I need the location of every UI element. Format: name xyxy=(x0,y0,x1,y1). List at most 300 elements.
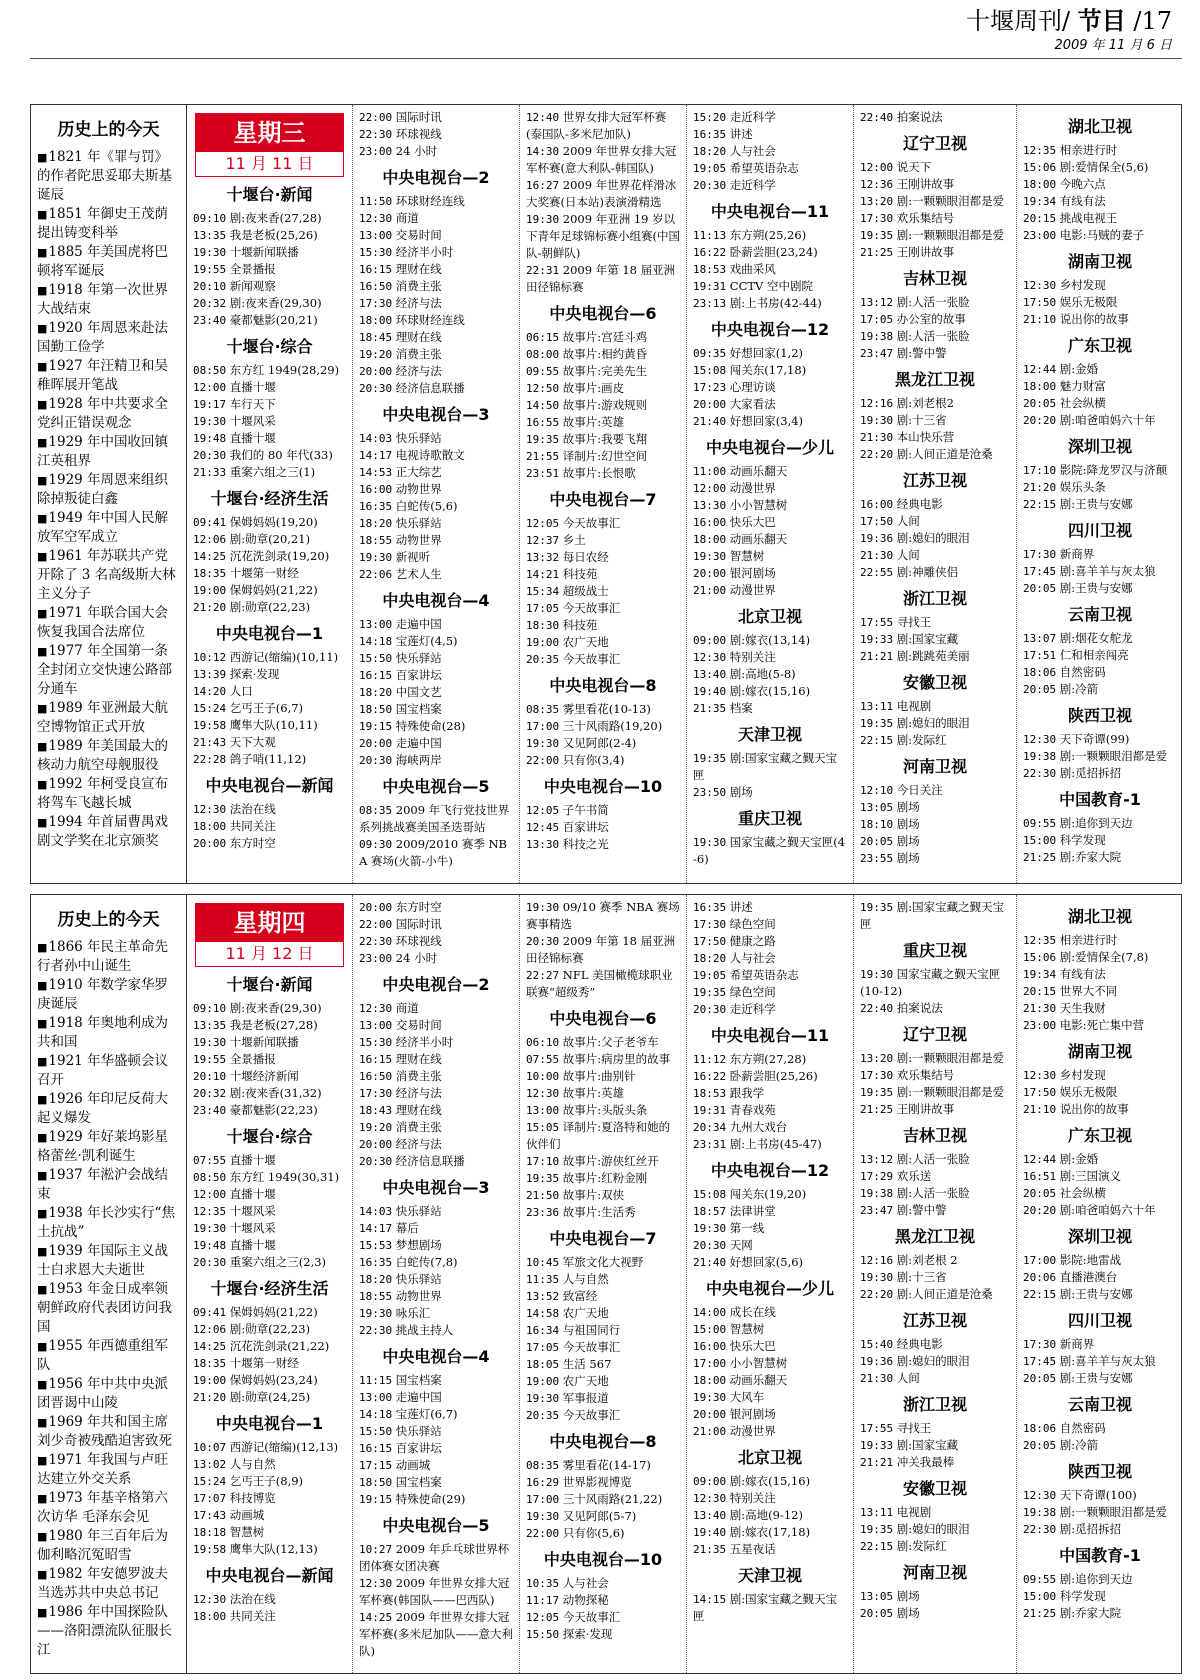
program-title: 保姆妈妈(21,22) xyxy=(229,583,318,597)
channel-name: 中央电视台—3 xyxy=(382,405,490,424)
program-time: 19:35 xyxy=(526,433,560,446)
channel-name: 中央电视台—5 xyxy=(382,1516,490,1535)
program-time: 17:00 xyxy=(693,1357,727,1370)
program-title: 致富经 xyxy=(562,1289,598,1303)
program-time: 21:25 xyxy=(1023,851,1057,864)
program-listing xyxy=(526,1356,680,1373)
program-title: 剧:烟花女舵龙 xyxy=(1059,631,1133,645)
program-listing xyxy=(526,211,680,262)
program-title: 剧:追你到天边 xyxy=(1059,1572,1133,1586)
program-time: 22:00 xyxy=(526,754,560,767)
program-listing xyxy=(526,380,680,397)
program-listing xyxy=(693,1541,847,1558)
program-listing xyxy=(526,143,680,177)
program-listing xyxy=(359,261,513,278)
schedule-column-1 xyxy=(187,895,353,1673)
program-time: 09:00 xyxy=(693,634,727,647)
program-time: 11:13 xyxy=(693,229,727,242)
program-title: 小小智慧树 xyxy=(729,498,788,512)
program-listing xyxy=(359,498,513,515)
program-listing xyxy=(359,1034,513,1051)
program-time: 20:35 xyxy=(526,1409,560,1422)
program-listing xyxy=(526,1068,680,1085)
channel-name: 中国教育-1 xyxy=(1059,1546,1141,1565)
program-time: 21:00 xyxy=(693,584,727,597)
program-time: 23:00 xyxy=(359,145,393,158)
program-time: 22:27 xyxy=(526,969,560,982)
history-event: ■ 1994 年首届曹禺戏剧文学奖在北京颁奖 xyxy=(37,813,180,851)
program-title: 剧:人活一张脸 xyxy=(896,329,970,343)
program-time: 18:00 xyxy=(193,820,227,833)
program-listing xyxy=(193,1051,346,1068)
program-title: 故事片:英雄 xyxy=(562,1086,625,1100)
program-listing xyxy=(526,1085,680,1102)
program-title: 走遍中国 xyxy=(395,736,442,750)
program-title: 快乐驿站 xyxy=(395,516,442,530)
program-title: 剧场 xyxy=(896,1606,920,1620)
program-title: 人与社会 xyxy=(729,144,776,158)
program-title: 冲关我最棒 xyxy=(896,1455,955,1469)
program-time: 13:30 xyxy=(526,838,560,851)
program-title: 新商界 xyxy=(1059,1337,1095,1351)
channel-name: 中央电视台—6 xyxy=(549,304,657,323)
program-time: 15:34 xyxy=(526,585,560,598)
program-listing xyxy=(693,345,847,362)
program-listing xyxy=(693,514,847,531)
program-title: 欢乐集结号 xyxy=(896,211,955,225)
program-time: 21:10 xyxy=(1023,1103,1057,1116)
program-title: 剧:乔家大院 xyxy=(1059,1606,1122,1620)
program-title: 剧:嫁衣(13,14) xyxy=(729,633,811,647)
program-listing xyxy=(693,1068,847,1085)
program-listing xyxy=(693,1203,847,1220)
program-time: 12:30 xyxy=(1023,279,1057,292)
program-time: 12:35 xyxy=(1023,934,1057,947)
program-title: 2009 年第 18 届亚洲田径锦标赛 xyxy=(526,263,676,294)
program-title: 经济与法 xyxy=(395,1086,442,1100)
program-time: 15:40 xyxy=(860,1338,894,1351)
program-title: 健康之路 xyxy=(729,934,776,948)
program-listing xyxy=(526,1254,680,1271)
program-time: 13:05 xyxy=(860,1590,894,1603)
program-listing xyxy=(359,1068,513,1085)
channel-name: 中央电视台—1 xyxy=(215,1414,324,1433)
program-listing xyxy=(1023,563,1177,580)
program-listing xyxy=(1023,664,1177,681)
program-time: 17:07 xyxy=(193,1492,227,1505)
program-time: 20:30 xyxy=(359,754,393,767)
history-event: ■ 1953 年金日成率领朝鲜政府代表团访问我国 xyxy=(37,1280,180,1337)
schedule-column-4 xyxy=(687,105,854,883)
channel-name: 陕西卫视 xyxy=(1067,706,1132,725)
program-title: 农广天地 xyxy=(562,1306,609,1320)
program-time: 19:35 xyxy=(860,229,894,242)
program-time: 17:30 xyxy=(359,1087,393,1100)
program-listing xyxy=(860,1269,1010,1286)
program-title: 子午书简 xyxy=(562,803,609,817)
program-time: 13:00 xyxy=(359,229,393,242)
channel-name: 云南卫视 xyxy=(1067,605,1132,624)
program-listing xyxy=(526,1288,680,1305)
program-listing xyxy=(1023,983,1177,1000)
program-title: 故事片:父子老爷车 xyxy=(562,1035,659,1049)
program-title: 希望英语杂志 xyxy=(729,161,799,175)
program-listing xyxy=(193,447,346,464)
program-listing xyxy=(693,261,847,278)
program-listing xyxy=(1023,1017,1177,1034)
channel-name: 天津卫视 xyxy=(737,1566,802,1585)
program-time: 20:00 xyxy=(693,1408,727,1421)
program-listing xyxy=(693,899,847,916)
program-title: 智慧树 xyxy=(229,1525,265,1539)
program-time: 17:00 xyxy=(1023,1254,1057,1267)
program-title: 剧:冷箭 xyxy=(1059,1438,1099,1452)
program-listing xyxy=(526,1102,680,1119)
program-time: 18:43 xyxy=(359,1104,393,1117)
program-listing xyxy=(359,1609,513,1660)
program-listing xyxy=(359,802,513,836)
program-title: 今天故事汇 xyxy=(562,652,621,666)
program-listing xyxy=(193,1372,346,1389)
history-event: ■ 1910 年数学家华罗庚诞辰 xyxy=(37,976,180,1014)
program-listing xyxy=(526,836,680,853)
program-listing xyxy=(860,176,1010,193)
history-event: ■ 1929 年中国收回镇江英租界 xyxy=(37,433,180,471)
program-time: 20:35 xyxy=(526,653,560,666)
program-time: 23:00 xyxy=(1023,229,1057,242)
program-listing xyxy=(526,1373,680,1390)
program-time: 10:35 xyxy=(526,1577,560,1590)
program-title: 共同关注 xyxy=(229,1609,276,1623)
program-time: 17:50 xyxy=(1023,296,1057,309)
history-column xyxy=(31,895,187,1673)
program-time: 17:30 xyxy=(1023,548,1057,561)
history-event: ■ 1920 年周恩来赴法国勤工俭学 xyxy=(37,319,180,357)
program-title: 自然密码 xyxy=(1059,1421,1106,1435)
history-event: ■ 1986 年中国探险队——洛阳漂流队征服长江 xyxy=(37,1603,180,1660)
program-title: 卧薪尝胆(23,24) xyxy=(729,245,818,259)
program-listing xyxy=(860,1101,1010,1118)
program-time: 20:15 xyxy=(1023,985,1057,998)
program-listing xyxy=(526,651,680,668)
program-title: 有线有法 xyxy=(1059,967,1106,981)
program-listing xyxy=(193,1304,346,1321)
program-listing xyxy=(526,1609,680,1626)
program-listing xyxy=(1023,1185,1177,1202)
program-time: 20:30 xyxy=(526,935,560,948)
program-time: 16:22 xyxy=(693,1070,727,1083)
program-listing xyxy=(359,193,513,210)
program-listing xyxy=(193,565,346,582)
program-title: 快乐驿站 xyxy=(395,1204,442,1218)
program-listing xyxy=(193,1439,346,1456)
program-title: 国家宝藏之觐天宝匣(10-12) xyxy=(860,967,1001,998)
program-title: 科技苑 xyxy=(562,567,598,581)
program-title: 走近科学 xyxy=(729,1002,776,1016)
day-banner xyxy=(195,113,344,177)
program-title: 乡土 xyxy=(562,533,586,547)
program-listing xyxy=(693,1591,847,1625)
program-time: 17:30 xyxy=(359,297,393,310)
program-time: 20:00 xyxy=(693,567,727,580)
channel-name: 中央电视台—12 xyxy=(710,320,830,339)
program-listing xyxy=(693,1237,847,1254)
program-listing xyxy=(693,1355,847,1372)
program-listing xyxy=(526,718,680,735)
channel-name: 黑龙江卫视 xyxy=(894,370,975,389)
channel-name: 黑龙江卫视 xyxy=(894,1227,975,1246)
history-event: ■ 1949 年中国人民解放军空军成立 xyxy=(37,509,180,547)
program-title: 智慧树 xyxy=(729,549,765,563)
program-listing xyxy=(860,782,1010,799)
program-title: 剧:一颗颗眼泪都是爱 xyxy=(896,228,1005,242)
program-time: 16:35 xyxy=(359,500,393,513)
program-listing xyxy=(1023,765,1177,782)
program-title: 探索·发现 xyxy=(229,667,280,681)
program-title: 2009/2010 赛季 NBA 赛场(火箭-小牛) xyxy=(359,837,508,868)
program-title: 三十风雨路(21,22) xyxy=(562,1492,663,1506)
program-time: 18:00 xyxy=(693,533,727,546)
program-time: 16:50 xyxy=(359,1070,393,1083)
program-time: 17:45 xyxy=(1023,1355,1057,1368)
program-time: 20:10 xyxy=(193,280,227,293)
program-listing xyxy=(526,701,680,718)
program-listing xyxy=(1023,277,1177,294)
program-listing xyxy=(526,1051,680,1068)
program-title: 剧:一颗颗眼泪都是爱 xyxy=(896,194,1005,208)
program-listing xyxy=(359,1119,513,1136)
program-time: 20:00 xyxy=(359,901,393,914)
program-listing xyxy=(693,750,847,784)
program-title: 天网 xyxy=(729,1238,753,1252)
channel-name: 中央电视台—10 xyxy=(543,1550,663,1569)
program-title: 乡村发现 xyxy=(1059,278,1106,292)
channel-name: 吉林卫视 xyxy=(902,269,967,288)
program-title: 剧:媳妇的眼泪 xyxy=(896,716,970,730)
program-listing xyxy=(1023,1437,1177,1454)
program-title: 剧场 xyxy=(896,851,920,865)
program-title: 沉花洗剑录(21,22) xyxy=(229,1339,330,1353)
schedule-column-5 xyxy=(854,895,1017,1673)
program-time: 15:05 xyxy=(526,1121,560,1134)
program-listing xyxy=(526,1592,680,1609)
program-title: 鹰隼大队(12,13) xyxy=(229,1542,318,1556)
program-title: 五星夜话 xyxy=(729,1542,776,1556)
program-time: 21:25 xyxy=(860,246,894,259)
program-listing xyxy=(193,734,346,751)
program-listing xyxy=(526,465,680,482)
program-listing xyxy=(359,481,513,498)
program-listing xyxy=(1023,630,1177,647)
program-listing xyxy=(693,1338,847,1355)
program-time: 18:57 xyxy=(693,1205,727,1218)
program-time: 14:17 xyxy=(359,449,393,462)
program-title: 剧:国家宝藏之觐天宝匣 xyxy=(860,900,1005,931)
schedule-column-3 xyxy=(520,105,687,883)
program-title: 小小智慧树 xyxy=(729,1356,788,1370)
program-time: 19:30 xyxy=(526,737,560,750)
program-time: 12:00 xyxy=(193,381,227,394)
program-listing xyxy=(693,933,847,950)
program-title: 快乐驿站 xyxy=(395,1424,442,1438)
program-listing xyxy=(1023,496,1177,513)
program-title: 王刚讲故事 xyxy=(896,1102,955,1116)
program-time: 12:16 xyxy=(860,397,894,410)
program-title: 十堰第一财经 xyxy=(229,1356,299,1370)
program-time: 16:15 xyxy=(359,669,393,682)
history-event: ■ 1980 年三百年后为伽利略沉冤昭雪 xyxy=(37,1527,180,1565)
program-time: 14:25 xyxy=(193,550,227,563)
program-time: 09:41 xyxy=(193,516,227,529)
program-listing xyxy=(693,531,847,548)
program-listing xyxy=(193,1456,346,1473)
program-time: 20:00 xyxy=(693,398,727,411)
program-title: 国家宝藏之觐天宝匣(4-6) xyxy=(693,835,846,866)
program-time: 16:15 xyxy=(359,1053,393,1066)
program-title: 幕后 xyxy=(395,1221,419,1235)
program-listing xyxy=(693,784,847,801)
program-listing xyxy=(526,735,680,752)
program-listing xyxy=(693,177,847,194)
program-listing xyxy=(193,295,346,312)
program-title: 艺术人生 xyxy=(395,567,442,581)
program-listing xyxy=(860,698,1010,715)
program-listing xyxy=(359,1220,513,1237)
program-time: 12:30 xyxy=(359,1577,393,1590)
program-listing xyxy=(860,614,1010,631)
program-listing xyxy=(193,649,346,666)
program-listing xyxy=(359,532,513,549)
program-listing xyxy=(693,1254,847,1271)
history-event: ■ 1971 年联合国大会恢复我国合法席位 xyxy=(37,604,180,642)
channel-name: 安徽卫视 xyxy=(902,673,967,692)
program-time: 17:55 xyxy=(860,1422,894,1435)
program-time: 16:15 xyxy=(359,1442,393,1455)
program-time: 14:25 xyxy=(193,1340,227,1353)
channel-name: 中央电视台—少儿 xyxy=(705,1279,834,1298)
program-listing xyxy=(1023,479,1177,496)
program-time: 15:50 xyxy=(526,1628,560,1641)
program-title: 剧:喜羊羊与灰太狼 xyxy=(1059,1354,1156,1368)
program-listing xyxy=(359,430,513,447)
program-listing xyxy=(693,632,847,649)
program-title: 2009 年世界花样滑冰大奖赛(日本站)表演滑精选 xyxy=(526,178,677,209)
program-listing xyxy=(1023,311,1177,328)
program-listing xyxy=(526,1119,680,1153)
program-title: 成长在线 xyxy=(729,1305,776,1319)
program-time: 18:55 xyxy=(359,1290,393,1303)
program-time: 23:55 xyxy=(860,852,894,865)
program-time: 14:03 xyxy=(359,1205,393,1218)
program-time: 21:21 xyxy=(860,1456,894,1469)
program-title: 天生我财 xyxy=(1059,1001,1106,1015)
program-listing xyxy=(693,967,847,984)
program-time: 22:15 xyxy=(860,734,894,747)
program-title: 剧:勋章(22,23) xyxy=(229,1322,311,1336)
program-listing xyxy=(693,295,847,312)
program-time: 13:00 xyxy=(359,1019,393,1032)
program-time: 14:18 xyxy=(359,1408,393,1421)
program-title: 剧:金婚 xyxy=(1059,1152,1099,1166)
program-time: 13:11 xyxy=(860,1506,894,1519)
program-listing xyxy=(359,227,513,244)
program-time: 22:15 xyxy=(860,1540,894,1553)
program-listing xyxy=(693,834,847,868)
program-time: 12:35 xyxy=(1023,144,1057,157)
program-time: 19:30 xyxy=(693,1222,727,1235)
program-title: 直播十堰 xyxy=(229,1238,276,1252)
program-title: 故事片:长恨歌 xyxy=(562,466,636,480)
program-listing xyxy=(1023,361,1177,378)
program-listing xyxy=(193,1507,346,1524)
program-time: 09:35 xyxy=(693,347,727,360)
program-title: 商道 xyxy=(395,211,419,225)
program-listing xyxy=(1023,748,1177,765)
program-time: 17:30 xyxy=(860,212,894,225)
program-title: 今日关注 xyxy=(896,783,943,797)
program-time: 16:35 xyxy=(693,128,727,141)
channel-name: 深圳卫视 xyxy=(1067,1227,1132,1246)
program-title: 寻找王 xyxy=(896,1421,932,1435)
program-listing xyxy=(693,582,847,599)
program-listing xyxy=(860,1605,1010,1622)
channel-name: 湖南卫视 xyxy=(1067,1042,1132,1061)
program-listing xyxy=(193,227,346,244)
program-time: 17:29 xyxy=(860,1170,894,1183)
program-time: 20:30 xyxy=(359,382,393,395)
program-title: 动画城 xyxy=(395,1458,431,1472)
program-title: 全景播报 xyxy=(229,1052,276,1066)
program-title: 剧:王贵与安娜 xyxy=(1059,581,1133,595)
program-title: 说出你的故事 xyxy=(1059,312,1129,326)
history-event: ■ 1866 年民主革命先行者孙中山诞生 xyxy=(37,938,180,976)
history-event: ■ 1929 年好莱坞影星格蕾丝·凯利诞生 xyxy=(37,1128,180,1166)
program-listing xyxy=(693,379,847,396)
program-listing xyxy=(359,735,513,752)
program-listing xyxy=(193,1169,346,1186)
program-time: 16:29 xyxy=(526,1476,560,1489)
schedule-column-5 xyxy=(854,105,1017,883)
program-time: 19:33 xyxy=(860,633,894,646)
program-listing xyxy=(193,1591,346,1608)
program-title: 东方时空 xyxy=(395,900,442,914)
program-listing xyxy=(860,1202,1010,1219)
program-time: 12:00 xyxy=(193,1188,227,1201)
program-listing xyxy=(359,1474,513,1491)
program-time: 21:21 xyxy=(860,650,894,663)
program-time: 13:07 xyxy=(1023,632,1057,645)
program-listing xyxy=(193,1355,346,1372)
program-listing xyxy=(693,497,847,514)
program-title: 经济半小时 xyxy=(395,1035,454,1049)
program-listing xyxy=(359,1440,513,1457)
program-listing xyxy=(1023,1269,1177,1286)
program-listing xyxy=(193,666,346,683)
program-title: 天下奇谭(99) xyxy=(1059,732,1130,746)
program-title: 剧:发际红 xyxy=(896,1539,947,1553)
program-title: 2009 年第 18 届亚洲田径锦标赛 xyxy=(526,934,676,965)
program-title: 人与自然 xyxy=(229,1457,276,1471)
program-listing xyxy=(1023,227,1177,244)
program-title: 剧:国家宝藏之觐天宝匣 xyxy=(693,1592,838,1623)
program-listing xyxy=(1023,1252,1177,1269)
program-time: 19:00 xyxy=(526,1375,560,1388)
channel-name: 中央电视台—新闻 xyxy=(205,776,334,795)
program-title: 世界大不同 xyxy=(1059,984,1118,998)
program-listing xyxy=(359,109,513,126)
program-listing xyxy=(1023,832,1177,849)
program-title: 今天故事汇 xyxy=(562,516,621,530)
